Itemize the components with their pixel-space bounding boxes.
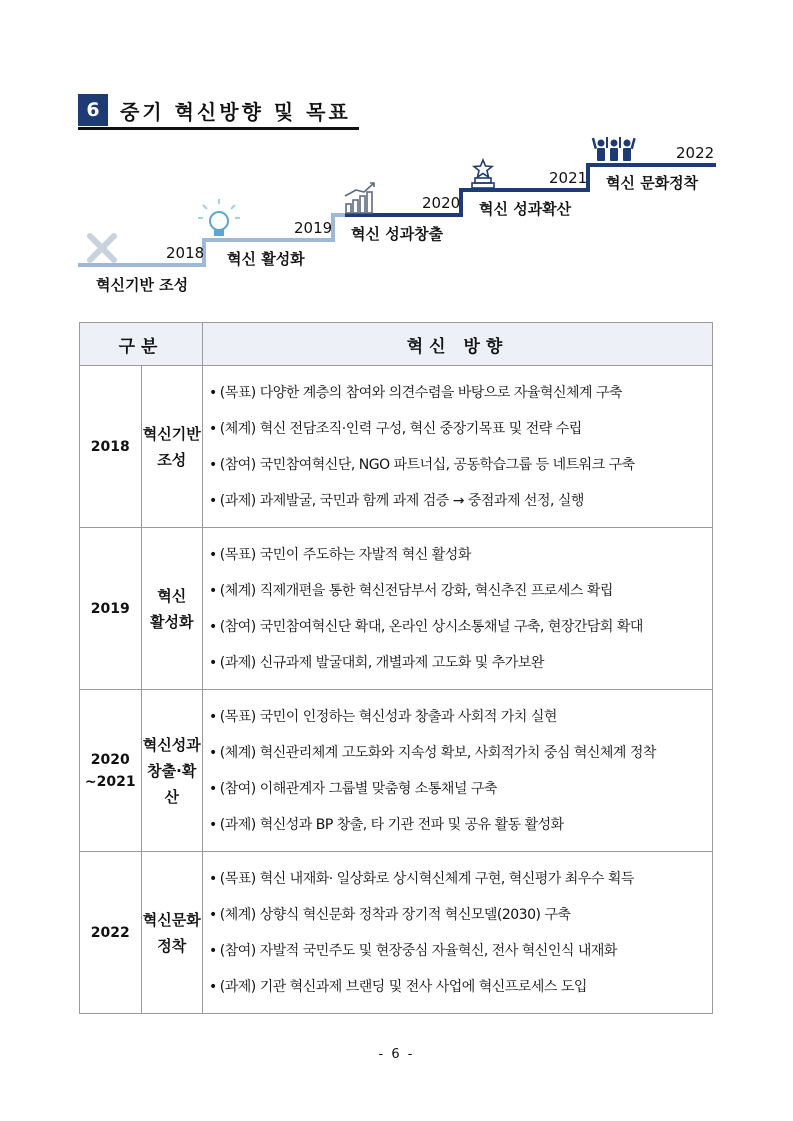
direction-list [209, 699, 708, 843]
bullet-icon: • [209, 942, 217, 959]
section-number: 6 [78, 94, 108, 126]
direction-text: (과제) 과제발굴, 국민과 함께 과제 검증 → 중점과제 선정, 실행 [219, 492, 584, 509]
row-year-text: 2022 [90, 924, 130, 941]
row-category-text: 정착 [157, 936, 187, 955]
bullet-icon: • [209, 456, 217, 473]
row-year-text: ~2021 [84, 773, 136, 790]
bullet-icon: • [209, 384, 217, 401]
direction-text: (참여) 국민참여혁신단 확대, 온라인 상시소통채널 구축, 현장간담회 확대 [219, 618, 643, 635]
timeline-stage-culture: 혁신 문화정착 [606, 174, 699, 192]
table-row [80, 690, 713, 852]
row-year [80, 852, 142, 1014]
people-icon [592, 137, 636, 161]
timeline-year-2020: 2020 [422, 194, 461, 212]
table-row [80, 528, 713, 690]
direction-text: (과제) 신규과제 발굴대회, 개별과제 고도화 및 추가보완 [219, 654, 544, 671]
table-row [80, 852, 713, 1014]
bullet-icon: • [209, 420, 217, 437]
direction-text: (체계) 직제개편을 통한 혁신전담부서 강화, 혁신추진 프로세스 확립 [219, 582, 613, 599]
trophy-icon [472, 160, 494, 188]
bullet-icon: • [209, 906, 217, 923]
row-year [80, 366, 142, 528]
direction-list [209, 861, 708, 1005]
direction-list [209, 375, 708, 519]
timeline-stage-creation: 혁신 성과창출 [351, 225, 444, 243]
row-year-text: 2018 [90, 438, 130, 455]
direction-item [209, 645, 708, 681]
direction-text: (참여) 자발적 국민주도 및 현장중심 자율혁신, 전사 혁신인식 내재화 [219, 942, 617, 959]
row-directions [203, 852, 713, 1014]
row-category-text: 혁신문화 [142, 910, 201, 929]
staircase-graphic [0, 0, 793, 300]
row-year [80, 528, 142, 690]
bullet-icon: • [209, 708, 217, 725]
direction-item [209, 447, 708, 483]
timeline-year-2022: 2022 [676, 144, 715, 162]
bullet-icon: • [209, 780, 217, 797]
table-header-row [80, 323, 713, 366]
direction-item [209, 807, 708, 843]
direction-text: (체계) 상향식 혁신문화 정착과 장기적 혁신모델(2030) 구축 [219, 906, 571, 923]
direction-text: (목표) 국민이 주도하는 자발적 혁신 활성화 [219, 546, 471, 563]
direction-item [209, 933, 708, 969]
row-category-text: 조성 [157, 450, 187, 469]
lightbulb-icon [198, 199, 240, 236]
direction-text: (과제) 혁신성과 BP 창출, 타 기관 전파 및 공유 활동 활성화 [219, 816, 564, 833]
bullet-icon: • [209, 654, 217, 671]
direction-item [209, 573, 708, 609]
direction-text: (참여) 국민참여혁신단, NGO 파트너십, 공동학습그룹 등 네트워크 구축 [219, 456, 635, 473]
row-directions [203, 690, 713, 852]
direction-item [209, 969, 708, 1005]
direction-text: (목표) 국민이 인정하는 혁신성과 창출과 사회적 가치 실현 [219, 708, 557, 725]
table-row [80, 366, 713, 528]
tools-icon [90, 236, 114, 260]
row-category [141, 366, 203, 528]
direction-item [209, 411, 708, 447]
timeline-year-2019: 2019 [294, 219, 333, 237]
direction-item [209, 537, 708, 573]
header-direction: 혁신 방향 [203, 323, 713, 366]
direction-item [209, 771, 708, 807]
direction-item [209, 861, 708, 897]
bullet-icon: • [209, 870, 217, 887]
timeline-year-2018: 2018 [166, 244, 205, 262]
direction-text: (참여) 이해관계자 그룹별 맞춤형 소통채널 구축 [219, 780, 497, 797]
row-directions [203, 528, 713, 690]
section-title: 중기 혁신방향 및 목표 [120, 100, 351, 124]
direction-text: (체계) 혁신관리체계 고도화와 지속성 확보, 사회적가치 중심 혁신체계 정착 [219, 744, 656, 761]
direction-text: (과제) 기관 혁신과제 브랜딩 및 전사 사업에 혁신프로세스 도입 [219, 978, 587, 995]
direction-item [209, 609, 708, 645]
direction-item [209, 735, 708, 771]
bullet-icon: • [209, 582, 217, 599]
bar-chart-icon [345, 183, 374, 213]
direction-text: (목표) 다양한 계층의 참여와 의견수렴을 바탕으로 자율혁신체계 구축 [219, 384, 623, 401]
header-category: 구분 [80, 323, 203, 366]
row-category [141, 528, 203, 690]
page-number: - 6 - [378, 1047, 415, 1062]
timeline-stage-diffusion: 혁신 성과확산 [479, 200, 572, 218]
row-year [80, 690, 142, 852]
row-year-text: 2020 [90, 751, 130, 768]
bullet-icon: • [209, 546, 217, 563]
bullet-icon: • [209, 492, 217, 509]
bullet-icon: • [209, 978, 217, 995]
direction-item [209, 483, 708, 519]
direction-text: (목표) 혁신 내재화· 일상화로 상시혁신체계 구현, 혁신평가 최우수 획득 [219, 870, 634, 887]
row-category [141, 852, 203, 1014]
bullet-icon: • [209, 816, 217, 833]
timeline-stage-foundation: 혁신기반 조성 [96, 276, 189, 294]
timeline-staircase [0, 0, 793, 300]
bullet-icon: • [209, 744, 217, 761]
row-category-text: 활성화 [150, 612, 194, 631]
direction-text: (체계) 혁신 전담조직·인력 구성, 혁신 중장기목표 및 전략 수립 [219, 420, 582, 437]
direction-item [209, 897, 708, 933]
row-category-text: 혁신 [157, 586, 187, 605]
row-category-text: 혁신기반 [142, 424, 201, 443]
direction-item [209, 699, 708, 735]
row-year-text: 2019 [90, 600, 130, 617]
innovation-direction-table [79, 322, 713, 1014]
timeline-stage-activation: 혁신 활성화 [227, 250, 305, 268]
row-category-text: 혁신성과 [142, 735, 201, 754]
bullet-icon: • [209, 618, 217, 635]
row-category-text: 창출·확산 [147, 761, 197, 806]
row-category [141, 690, 203, 852]
direction-item [209, 375, 708, 411]
direction-list [209, 537, 708, 681]
timeline-year-2021: 2021 [549, 169, 588, 187]
row-directions [203, 366, 713, 528]
